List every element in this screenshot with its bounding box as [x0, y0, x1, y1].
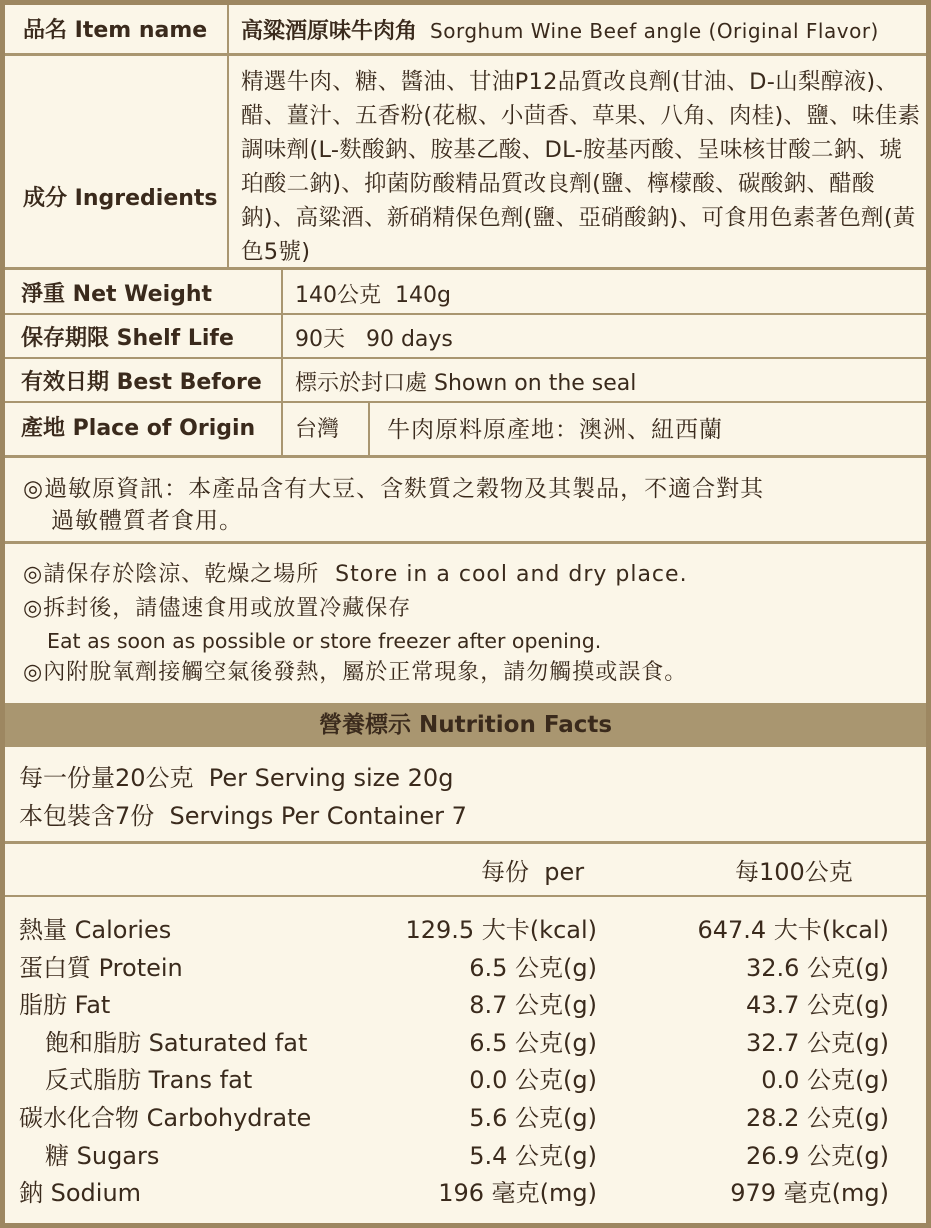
storage-line-2: ◎拆封後，請儘速食用或放置冷藏保存	[23, 596, 412, 621]
nutrient-value-per-serving: 5.6 公克(g)	[469, 1104, 597, 1132]
allergen-line-2: 過敏體質者食用。	[51, 508, 243, 534]
ingredients-text: 精選牛肉、糖、醬油、甘油P12品質改良劑(甘油、D-山梨醇液)、醋、薑汁、五香粉(花椒、小茴香、草果、八角、肉桂)、鹽、味佳素調味劑(L-麩酸鈉、胺基乙酸、DL-胺基丙酸、呈味核甘酸二鈉、琥珀酸二鈉)、抑菌防酸精品質改良劑(鹽、檸檬酸、碳酸鈉、醋酸鈉)、高粱酒、新硝精保色劑(鹽、亞硝酸鈉)、可食用色素著色劑(黃色5號)	[241, 69, 921, 265]
ingredients-label: 成分 Ingredients	[23, 186, 218, 211]
allergen-line-1: ◎過敏原資訊：本產品含有大豆、含麩質之穀物及其製品，不適合對其	[23, 476, 765, 502]
nutrient-value-per-100g: 32.6 公克(g)	[745, 954, 889, 982]
nutrient-value-per-serving: 6.5 公克(g)	[469, 1029, 597, 1057]
nutrient-name: 蛋白質 Protein	[19, 954, 183, 982]
nutrient-value-per-serving: 196 毫克(mg)	[438, 1179, 597, 1207]
meat-origin-value: 牛肉原料原產地：澳洲、紐西蘭	[387, 417, 723, 443]
divider	[227, 5, 229, 53]
nutrient-value-per-serving: 6.5 公克(g)	[469, 954, 597, 982]
column-per-100g: 每100公克	[735, 858, 853, 886]
divider	[5, 401, 926, 403]
divider	[5, 541, 926, 544]
nutrient-name: 鈉 Sodium	[19, 1179, 142, 1207]
nutrient-value-per-100g: 647.4 大卡(kcal)	[697, 916, 889, 944]
nutrient-name: 脂肪 Fat	[19, 991, 111, 1019]
best-before-label: 有效日期 Best Before	[21, 370, 262, 395]
storage-line-4: ◎內附脫氧劑接觸空氣後發熱，屬於正常現象，請勿觸摸或誤食。	[23, 660, 688, 685]
divider	[5, 53, 926, 56]
nutrition-facts-header: 營養標示 Nutrition Facts	[5, 703, 926, 747]
nutrient-name: 糖 Sugars	[45, 1142, 160, 1170]
nutrient-value-per-serving: 129.5 大卡(kcal)	[405, 916, 597, 944]
divider	[5, 841, 926, 844]
servings-per-container: 本包裝含7份 Servings Per Container 7	[19, 802, 467, 830]
nutrient-value-per-100g: 0.0 公克(g)	[761, 1066, 889, 1094]
divider	[5, 895, 926, 897]
net-weight-label: 淨重 Net Weight	[21, 282, 213, 307]
nutrient-value-per-serving: 0.0 公克(g)	[469, 1066, 597, 1094]
item-name-label: 品名 Item name	[23, 18, 208, 43]
item-name-zh: 高粱酒原味牛肉角	[241, 19, 418, 44]
divider	[5, 267, 926, 270]
origin-value: 台灣	[295, 417, 340, 442]
divider	[5, 455, 926, 458]
nutrient-value-per-serving: 8.7 公克(g)	[469, 991, 597, 1019]
best-before-value: 標示於封口處 Shown on the seal	[295, 371, 637, 396]
nutrient-value-per-100g: 43.7 公克(g)	[745, 991, 889, 1019]
divider	[368, 403, 370, 455]
shelf-life-label: 保存期限 Shelf Life	[21, 326, 234, 351]
nutrient-name: 反式脂肪 Trans fat	[45, 1066, 253, 1094]
divider	[5, 313, 926, 315]
serving-size: 每一份量20公克 Per Serving size 20g	[19, 764, 454, 792]
nutrient-value-per-100g: 32.7 公克(g)	[745, 1029, 889, 1057]
shelf-life-value: 90天 90 days	[295, 327, 453, 352]
nutrient-value-per-100g: 979 毫克(mg)	[730, 1179, 889, 1207]
product-label	[5, 5, 926, 1223]
nutrient-value-per-100g: 28.2 公克(g)	[745, 1104, 889, 1132]
nutrient-name: 熱量 Calories	[19, 916, 172, 944]
divider	[227, 53, 229, 267]
item-name-en: Sorghum Wine Beef angle (Original Flavor)	[430, 19, 879, 43]
divider	[281, 267, 283, 455]
divider	[5, 357, 926, 359]
storage-line-3: Eat as soon as possible or store freezer after opening.	[47, 629, 602, 653]
nutrient-value-per-serving: 5.4 公克(g)	[469, 1142, 597, 1170]
origin-label: 產地 Place of Origin	[21, 416, 256, 441]
nutrient-value-per-100g: 26.9 公克(g)	[745, 1142, 889, 1170]
item-name-value	[241, 17, 879, 46]
nutrient-name: 飽和脂肪 Saturated fat	[45, 1029, 308, 1057]
storage-line-1: ◎請保存於陰涼、乾燥之場所 Store in a cool and dry place.	[23, 562, 688, 587]
column-per-serving: 每份 per	[481, 858, 585, 886]
nutrient-name: 碳水化合物 Carbohydrate	[19, 1104, 312, 1132]
net-weight-value: 140公克 140g	[295, 283, 451, 308]
